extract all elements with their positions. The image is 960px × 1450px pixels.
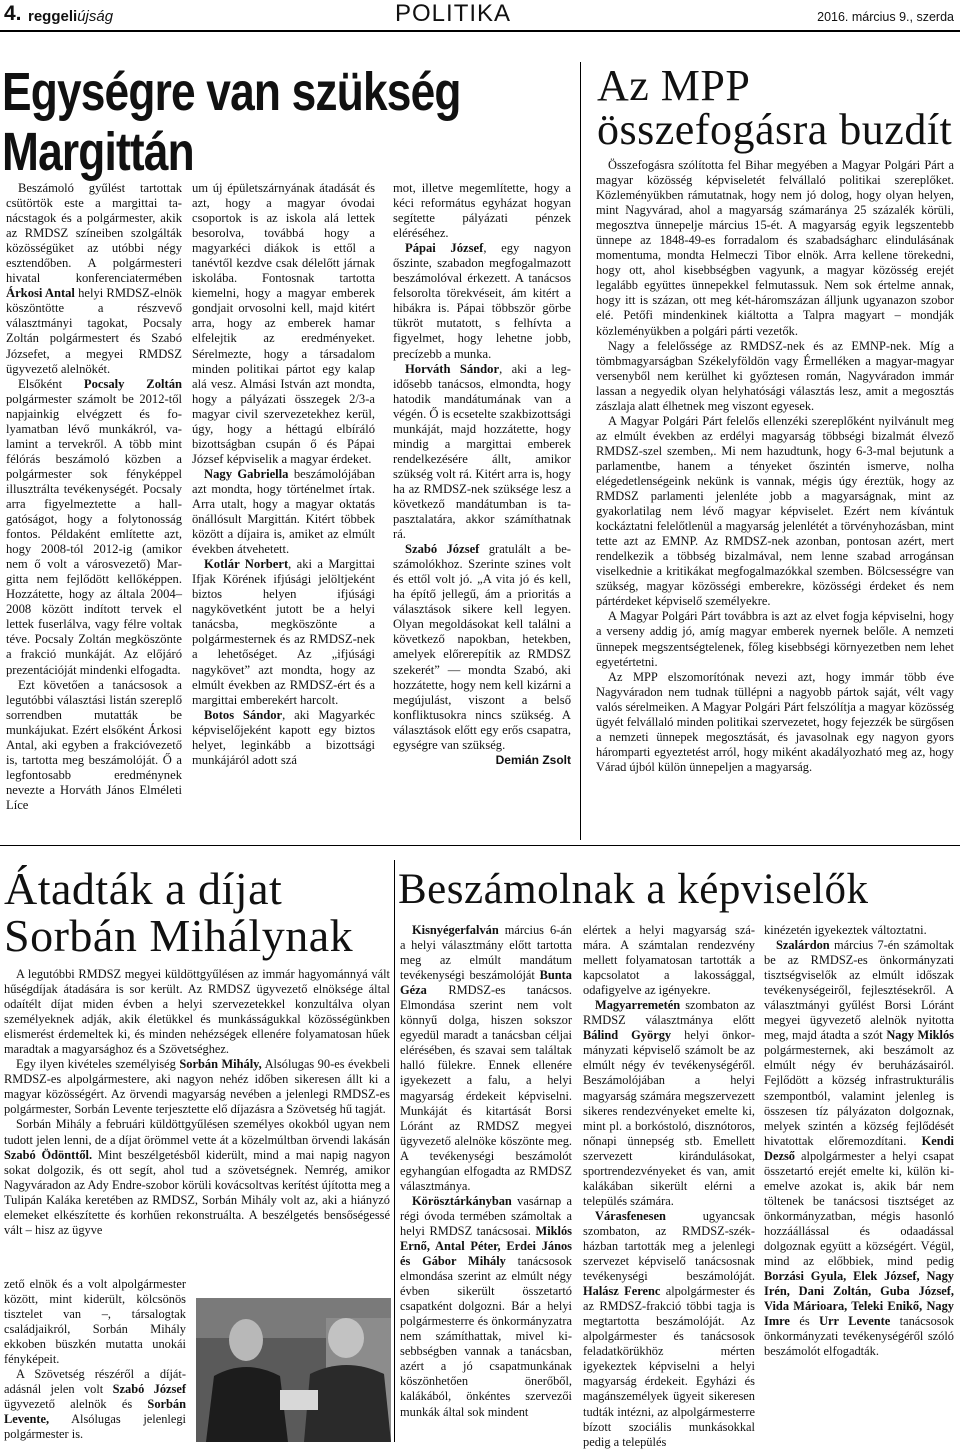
award-photo <box>196 1298 391 1442</box>
article1-title-line2: Margittán <box>2 122 194 182</box>
article3-body-top: A legutóbbi RMDSZ megyei küldöttgyűlésen az immár hagyománnyá vált hűségdíjak átadására is sor került. Az RMDSZ ügyvezető elnöksége által odaítélt díjat miden évben a helyi szervezetekkel konzultálva olyan személyeknek adják, akik életükkel és munkásságukkal közösségünkben elismerést érdemeltek ki, és minden nehézségek ellenére folyamatosan hűek maradtak a magyarsághoz és a Szövetséghez. Egy ilyen kivételes személyiség Sorbán Mihály, Alsólugas 90-es évekbeli RMDSZ-es alpolgármestere, aki nagyon nehéz időben sikeresen állt ki a magyar közösségért. Az örvendi magyarság nevében a jelenlegi RMDSZ-es polgármester, Sorbán Levente terjesztette elő díjazásra a Szövetség hű tagját. Sorbán Mihály a februári küldöttgyűlésen személyes okokból ugyan nem tudott jelen lenni, de a díjat örömmel vette át a közelmúltban örvendi lakásán Szabó Ödönttől. Mint beszélgetésből kiderült, mind a mai napig nagyon sokat dolgozik, és ott segít, ahol tud a szövetségnek. Nemrég, amikor Nagyváradon az Ady Endre-szobor körüli kovácsoltvas kerítést újította meg a Tulipán Kaláka keretében az RMDSZ, Sorbán Mihály volt az, aki a hiányzó elemeket elkészítette és korhűen rekonstruálta. A beszélgetés bensőségessé vált – hisz az ügyve <box>4 967 390 1237</box>
article1-column-1: Beszámoló gyűlést tartottak csütörtök este a margittai tanácstagok és a polgármester, akik az RMDSZ színeiben szolgálták közösségüket az utóbbi négy esztendőben. A polgármesteri hivatal konferenciatermében Árkosi Antal helyi RMDSZ-elnök köszöntötte a részvevő választmányi tagokat, Pocsaly Zoltán polgármestert és Szabó Józsefet, a megyei RMDSZ ügyvezető alelnökét. Elsőként Pocsaly Zoltán polgármester számolt be 2012-től napjainkig elvégzett és folyamatban lévő munkákról, valamint a tervekről. A több mint félórás beszámoló közben a polgármester sok fényképpel illusztrálta tevékenységét. Pocsaly arra figyelmeztette a hallgatóságot, hogy a folytonosság fontos. Példaként említette azt, hogy 2008-tól 2012-ig (amikor nem ő volt a városvezető) Margitta nem fejlődött kellőképpen. Hozzátette, hogy az általa 2004–2008 között indított tervek el lettek fuserlálva, vagy félre voltak téve. Pocsaly Zoltán megköszönte a frakció munkáját. Az előjáró prezentációját mindenki elfogadta. Ezt követően a tanácsosok a legutóbbi választási listán szereplő sorrendben mutatták be munkájukat. Ezért elsőként Árkosi Antal, aki egyben a frakcióvezető is, tartotta meg beszámolóját. Ő a legfontosabb eredménynek nevezte a Horváth János Elméleti Líce <box>6 181 182 812</box>
article4-title: Beszámolnak a képviselők <box>398 866 869 913</box>
article3-title-line1: Átadták a díjat <box>4 863 283 914</box>
section-title: POLITIKA <box>395 0 512 27</box>
vertical-divider <box>580 62 581 840</box>
page-number: 4. <box>4 2 22 25</box>
issue-date: 2016. március 9., szerda <box>817 10 954 24</box>
article4-column-2: elértek a helyi magyarság számára. A számtalan rendezvény mellett folyamatosan tartották a kapcsolatot a lakossággal, odafigyelve az igényekre. Magyarremetén szombaton az RMDSZ választmánya előtt Bálind György helyi önkormányzati képviselő számolt be az elmúlt négy év tevékenységéről. Beszámolójában a helyi magyarság számára megszervezett sikeres rendezvényeket emelte ki, mint pl. a borkóstoló, disznótoros, nőnapi ünnepség stb. Emellett szervezett kirándulásokat, sportrendezvényeket és van, amit kalákában sikerült elérni a település számára. Várasfenesen ugyancsak szombaton, az RMDSZ-székházban tartották meg a jelenlegi szervezet képviselő tanácsosnak tevékenységi beszámolóját. Halász Ferenc alpolgármester és az RMDSZ-frakció többi tagja is megtartotta beszámolóját. Az alpolgármester és tanácsosok feladatkörükhöz mérten igyekeztek képviselni a helyi magyarság érdekeit. Egyházi és magánszemélyek ügyeit sikeresen tudták intézni, az alpolgármesterre bízott szociális munkásokkal pedig a település <box>583 923 755 1449</box>
article1-title-line1: Egységre van szükség <box>2 62 461 122</box>
article3-body-bottom: zető elnök és a volt alpolgármester között, mint kiderült, kölcsönös tisztelet van –, társalogtak családjaikról, Sorbán Mihály ekkoben büszkén mutatta unokái fényképeit. A Szövetség részéről a díjátadásnál jelen volt Szabó József ügyvezető alelnök és Sorbán Levente, Alsólugas jelenlegi polgármester is. <box>4 1277 187 1442</box>
brand-italic: újság <box>77 8 114 25</box>
article1-byline: Demián Zsolt <box>495 752 571 767</box>
vertical-divider-bottom <box>394 860 395 1442</box>
brand-bold: reggeli <box>28 8 78 25</box>
header-rule <box>0 30 960 32</box>
article1-column-3: mot, illetve megemlítette, hogy a kéci református egyházat hogyan segítette pályázati pénzek eléréséhez. Pápai József, egy nagyon őszinte, szabadon megfogalmazott beszámolóval érkezett. A tanácsos felsorolta törekvéseit, ám kitért a hibákra is. Pápai többször görbe tükröt mutatott, s felhívta a figyelmet, hogy lehetne jobb, precízebb a munka. Horváth Sándor, aki a legidősebb tanácsos, elmondta, hogy hatodik mandátumának van a végén. Ő is ecsetelte szakbizottsági munkáját, majd hozzátette, hogy mindig a margittai emberek rendelkezésére állt, amikor szükség volt rá. Kitért arra is, hogy ha az RMDSZ-nek szüksége lesz a következő mandátumban is tapasztalatára, akkor számíthatnak rá. Szabó József gratulált a beszámolókhoz. Szerinte szines volt és ettől volt jó. „A vita jó és kell, ha építő jellegű, ám a prioritás a választások sikere kell legyen. Olyan megoldásokat kell találni a következő napokban, hetekben, amelyek előrerepítik az RMDSZ szekerét” — mondta Szabó, aki hozzátette, hogy nem kell kizárni a megújulást, viszont a belső konfliktusokra nincs szükség. A választások előtt egy erős csapatra, egységre van szükség. Demián Zsolt <box>393 181 572 767</box>
article4-column-1: Kisnyégerfalván március 6-án a helyi választmány előtt tartotta meg az elmúlt mandátum tevékenységi beszámolóját Bunta Géza RMDSZ-es tanácsos. Elmondása szerint nem volt könnyű dolga, hiszen sokszor egyedül maradt a tanácsban céljai elérésében, és szavai sem találtak halló fülekre. Ennek ellenére igyekezett a falu, a helyi magyarság érdekeit képviselni. Munkáját és kitartását Borsi Lóránt az RMDSZ megyei ügyvezető alelnöke köszönte meg. A tevékenységi beszámolót egyhangúan elfogadta az RMDSZ választmánya. Körösztárkányban vasárnap a régi óvoda termében számoltak a helyi RMDSZ tanácsosai. Miklós Ernő, Antal Péter, Erdei János és Gábor Mihály tanácsosok elmondása szerint az elmúlt négy évben sikerült összetartó csapatként dolgozni. Bár a helyi polgármesterre és önkormányzatra nem számíthattak, mivel kisebbségben vannak a tanácsban, azért a jó csapatmunkának köszönhetően önerőből, kalákából, önkéntes szervezői munkák által sok mindent <box>400 923 573 1419</box>
award-photo-image <box>196 1298 391 1442</box>
article3-title-line2: Sorbán Mihálynak <box>4 910 354 961</box>
horizontal-divider <box>0 845 960 846</box>
article2-title-line2: összefogásra buzdít <box>597 105 953 154</box>
newspaper-brand <box>28 8 113 25</box>
article4-column-3: kinézetén igyekeztek változtatni. Szalárdon március 7-én számoltak be az RMDSZ-es önkormányzati tisztségviselők az elmúlt időszak tevékenységeiről, fejlesztésekről. A választmányi gyűlést Borsi Lóránt megyei ügyvezető alelnök nyitotta meg, majd átadta a szót Nagy Miklós polgármesternek, aki beszámolt az elmúlt négy év beruházásairól. Fejlődött a község infrastrukturális szempontból, valamint jelenleg is összesen tíz pályázaton dolgoznak, melyek szintén a község fejlődését hivatottak előremozdítani. Kendi Dezső alpolgármester a helyi csapat összetartó erejét emelte ki, külön kiemelve azokat is, akik bár nem töltenek be tanácsosi tisztséget az önkormányzatban, mégis hasonló hozzáállással és odaadással dolgoznak együtt a községért. Végül, mind az előbbiek, mind pedig Borzási Gyula, Elek József, Nagy Irén, Dani Zoltán, Guba József, Vida Márioara, Teleki Enikő, Nagy Imre és Urr Levente tanácsosok önkormányzati tevékenységéről szóló beszámolót elfogadták. <box>764 923 955 1359</box>
article2-body: Összefogásra szólította fel Bihar megyében a Magyar Polgári Párt a magyar közösség képviseletét felvállaló politikai szereplőket. Közleményükben rámutatnak, hogy nem jó dolog, hogy olyan helyen, mint Nagyvárad, ahol a magyarság számaránya 25 százalék körüli, megosztva ünnepelje március 15-ét. A magyarság egyik legszentebb ünnepe az 1848-49-es forradalom és szabadságharc elindulásának momentuma, mondta Helmeczi Tibor elnök. Arra kellene törekedni, hogy ott, ahol kisebbségben vagyunk, a magyar közösség erejét legalább együttes ünnepekkel felmutassuk. Nem sok értelme annak, hogy itt is százan, ott meg két-háromszázan álljunk ugyanazon szobor elé. Petőfi mindenkinek kiáltotta a Talpra magyart – mondják közleményükben a polgári párti vezetők. Nagy a felelőssége az RMDSZ-nek és az EMNP-nek. Míg a tömbmagyarságban Székelyföldön vagy Érmelléken a magyar-magyar versenyből nem kerülhet ki győztesen román, Nagyváradon immár lassan a negyedik olyan helyhatósági választás lesz, amit a megosztás zászlaja alatt élhetnek meg viszont egyesek. A Magyar Polgári Párt felelős ellenzéki szereplőként nyilvánult meg az elmúlt években az erdélyi magyarság többségi bizalmát élvező RMDSZ-szel szemben,. Mi nem hazudtunk, hogy 6-3-mal bejutunk a parlamentbe, hanem a tényeket őszintén ismerve, nolha elégedetlenségeink nekünk is vannak, mégis úgy éreztük, hogy az RMDSZ parlamenti jelenléte jobb a magyarságnak, mint az gyakorlatilag nem lévő magyar képviselet. Ezért nem kívántuk kockáztatni felelőtlenül a magyarság jelenlétét a törvényhozásban, mint tette azt az EMNP. Az RMDSZ-nek azonban, pontosan azért, mert rendelkezik a többség bizalmával, nem lenne szabad arrogánsan viselkednie a kritikákat megfogalmazókkal szemben. Bölcsességre van szükség, magyar közösségi emberekre, közösségi érdeket és nem pártérdeket képviselő személyekre. A Magyar Polgári Párt továbbra is azt az elvet fogja képviselni, hogy a verseny addig jó, amíg magyar emberek nyernek belőle. A nemzeti ünnepek megszentségtelenek, főleg kisebbségi környezetben nem lehet egyetértetni. Az MPP elszomorítónak nevezi azt, hogy immár több éve Nagyváradon nem tudnak tüllépni a nagyobb pártok saját, vélt vagy valós sérelmeiken. A Magyar Polgári Párt felszólítja a magyar közösség ügyét felvállaló minden politikai szervezetet, hogy fejezzék be sürgősen a nemzeti ünnepek megosztását, és javasolnak egy nagyon gyors háromparti egyeztetést arról, hogy miként akadályozható meg az, hogy Várad újból külön ünnepeljen a magyarság. <box>596 158 954 774</box>
article1-column-2: um új épületszárnyának átadását és azt, hogy a magyar óvodai csoportok is az iskola alá lettek besorolva, továbbá hogy a magyarkéci diákok is ettől a tanévtől kezdve csak délelőtt járnak iskolába. Fontosnak tartotta kiemelni, hogy a magyar emberek gondjait orvosolni kell, majd kitért arra, hogy az emberek hamar elfelejtik az eredményeket. Sérelmezte, hogy a társadalom minden politikai pártot egy kalap alá vesz. Almási István azt mondta, hogy a pályázati összegek 2/3-a magyar civil szervezetekhez kerül, úgy, hogy a héttagú elbíráló bizottságban csupán ő és Pápai József képviselik a magyar érdeket. Nagy Gabriella beszámolójában azt mondta, hogy történelmet írtak. Arra utalt, hogy a magyar oktatás önállósult Margittán. Kitért többek között a díjaira is, amiket az elmúlt években átvehetett. Kotlár Norbert, aki a Margittai Ifjak Körének ifjúsági jelöltjeként biztos helyen ifjúsági nagykövetként jutott be a helyi tanácsba, megköszönte a polgármesternek és az RMDSZ-nek a lehetőséget. Az „ifjúsági nagykövet” azt mondta, hogy az elmúlt években az RMDSZ-ért és a margittai emberekért harcolt. Botos Sándor, aki Magyarkéc képviselőjeként kapott egy biztos helyet, leginkább a bizottsági munkájáról adott szá <box>192 181 375 767</box>
article2-title-line1: Az MPP <box>597 61 751 110</box>
